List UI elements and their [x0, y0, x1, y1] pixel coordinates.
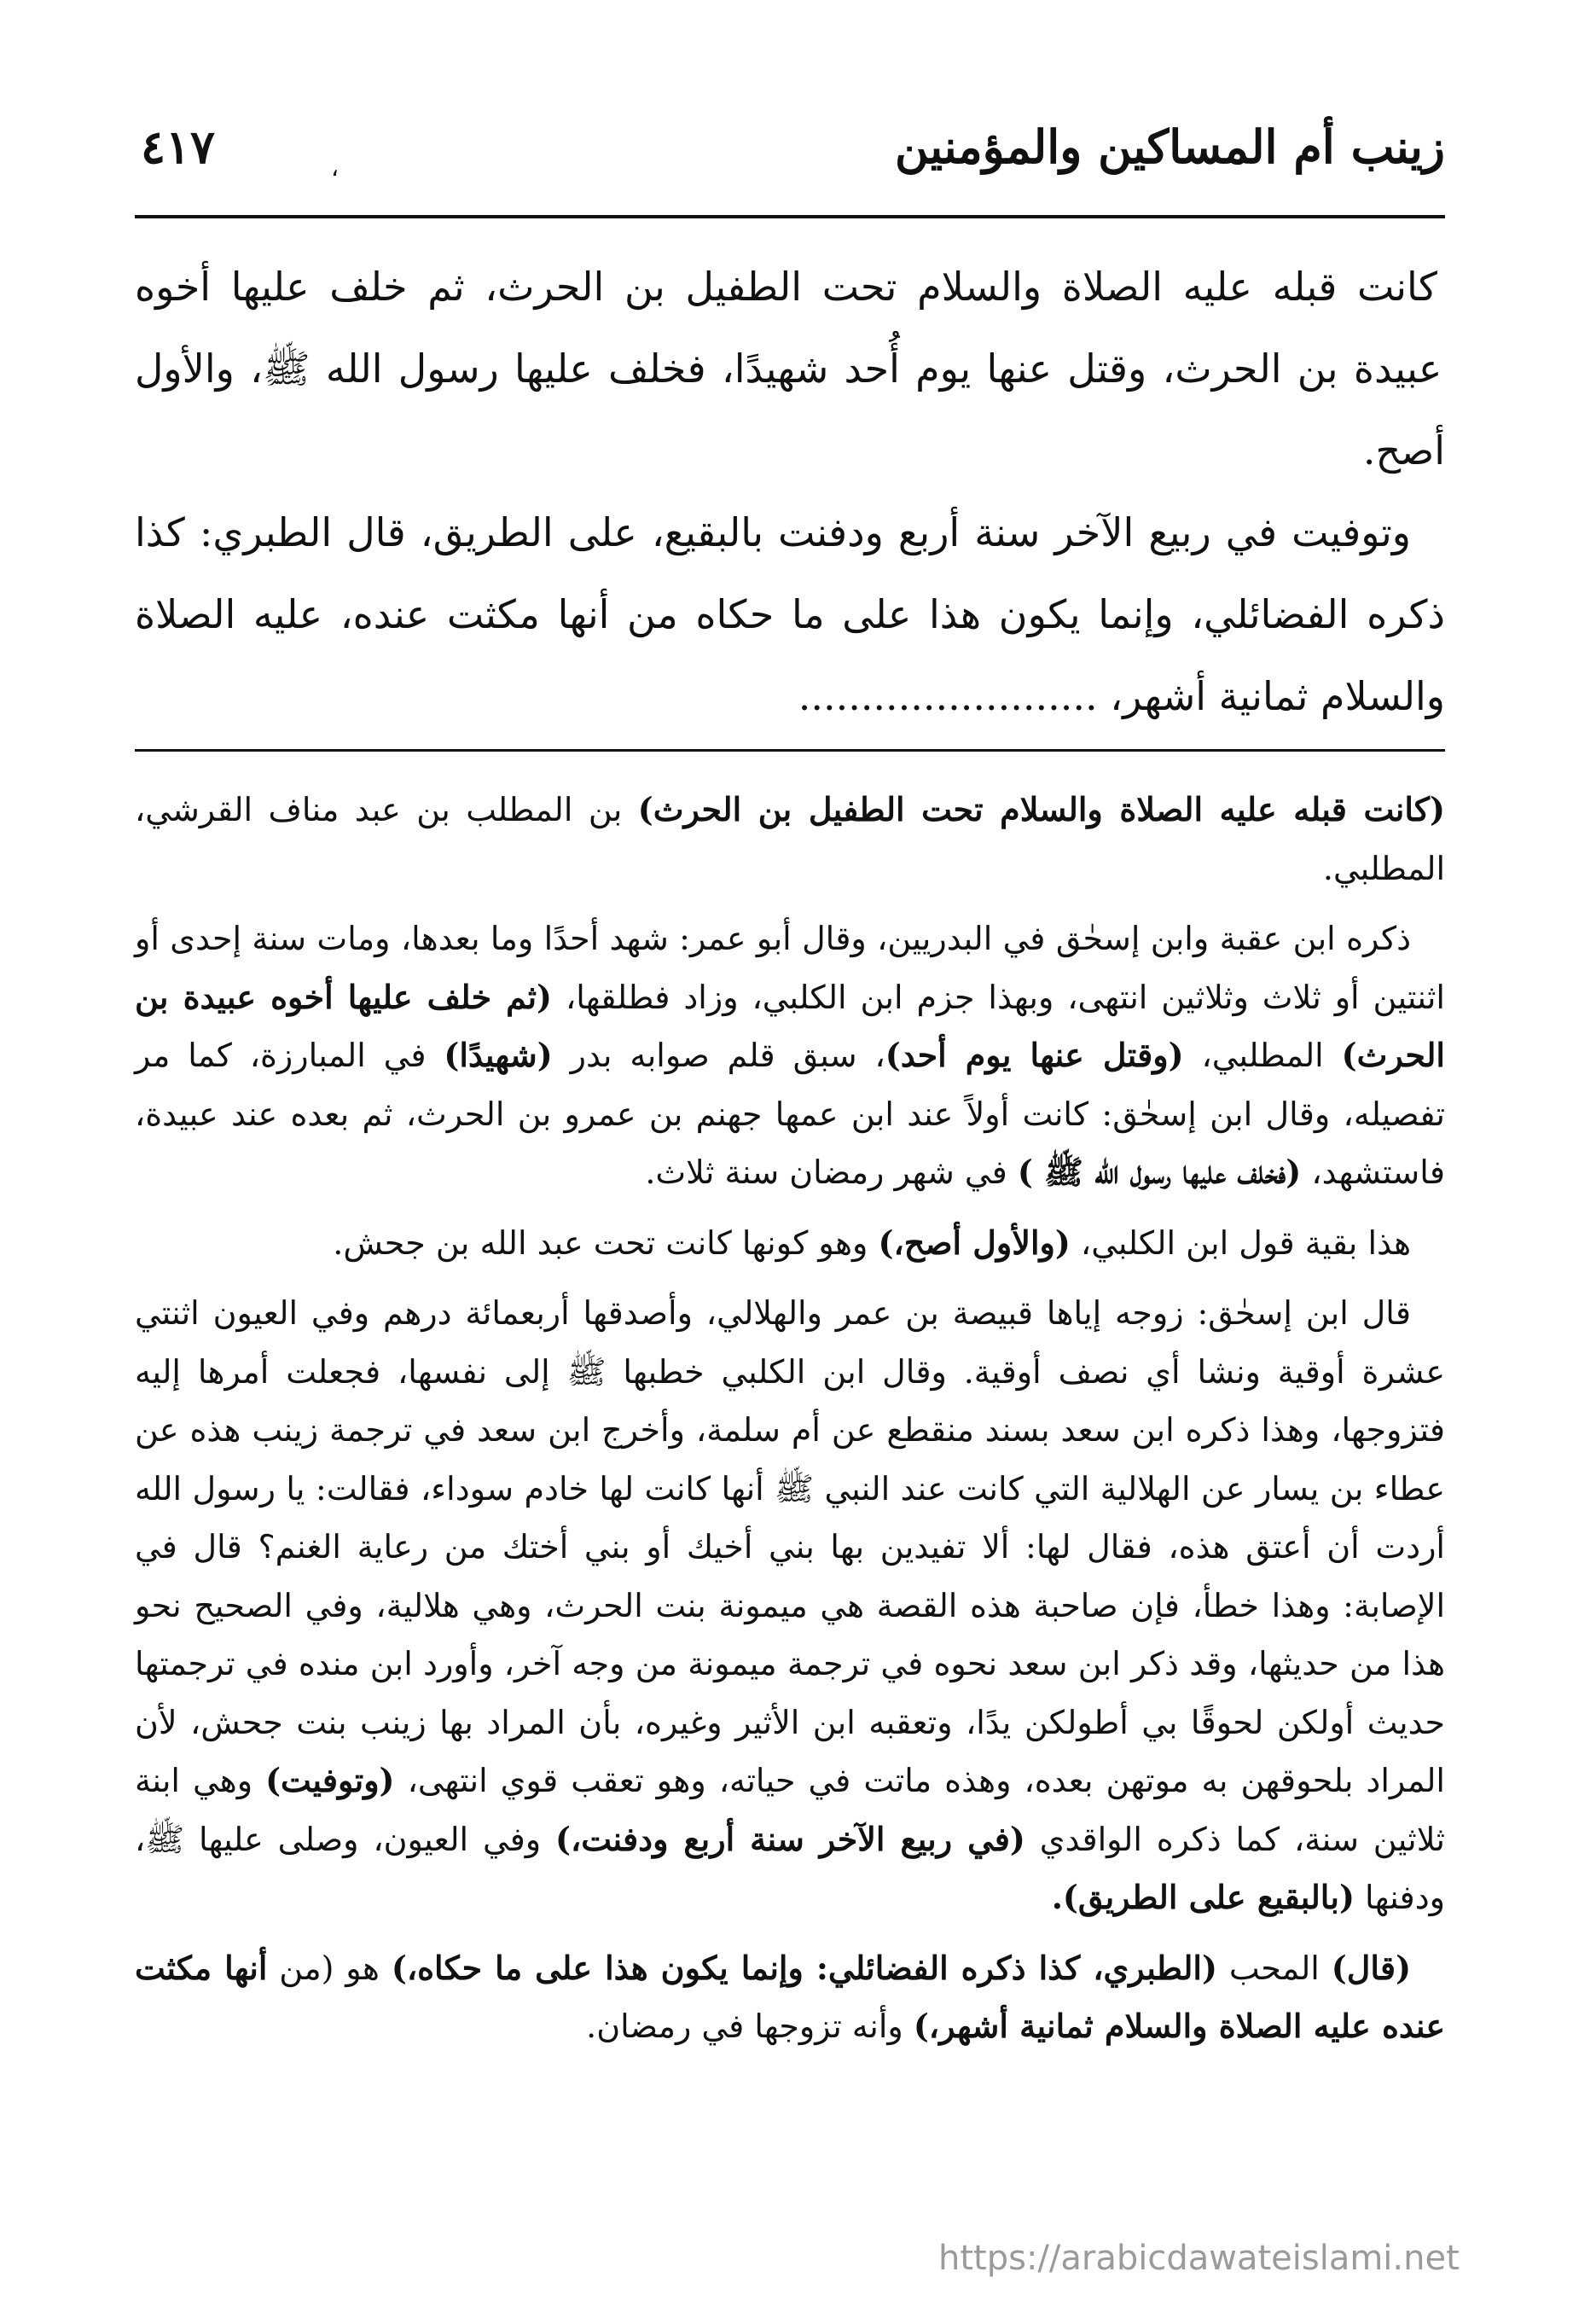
running-header-title: زينب أم المساكين والمؤمنين [895, 119, 1445, 174]
quoted-lemma: (ثم خلف عليها أخوه عبيدة بن الحرث) [135, 977, 1445, 1074]
commentary [135, 781, 1445, 2068]
commentary-text: المحب [1216, 1949, 1332, 1987]
main-line: الصلاة والسلام ثمانية أشهر، [135, 591, 1445, 719]
quoted-lemma: (قال) [1331, 1948, 1412, 1987]
quoted-lemma: (الطبري، كذا ذكره الفضائلي: وإنما يكون هذا على ما حكاه،) [391, 1948, 1217, 1987]
commentary-paragraph-1 [135, 781, 1445, 898]
quoted-lemma: (كانت قبله عليه الصلاة والسلام تحت الطفيل بن الحرث) [637, 790, 1445, 828]
main-line: وتوفيت في ربيع الآخر سنة أربع ودفنت بالبقيع، على الطريق، قال الطبري: [184, 509, 1411, 555]
page-number: ٤١٧ [141, 119, 216, 174]
commentary-text: هو (من [267, 1949, 392, 1987]
main-line: كانت قبله عليه الصلاة والسلام تحت الطفيل بن الحرث، ثم خلف عليها أخوه [135, 264, 1437, 310]
main-line: كذا ذكره الفضائلي، وإنما يكون هذا على ما حكاه من أنها مكثت عنده، عليه [135, 509, 1445, 637]
main-paragraph-1 [135, 246, 1445, 491]
header-rule [135, 215, 1445, 218]
quoted-lemma: أنها مكثت عنده عليه الصلاة والسلام ثمانية أشهر،) [135, 1948, 1445, 2045]
commentary-text: في شهر رمضان سنة ثلاث. [645, 1153, 1018, 1191]
commentary-divider [135, 749, 1445, 752]
main-paragraph-2 [135, 491, 1445, 737]
quoted-lemma: (والأول أصح،) [878, 1223, 1071, 1262]
commentary-text: وفي العيون، وصلى عليها ﷺ، ودفنها [135, 1820, 1445, 1916]
main-line: عبيدة بن الحرث، وقتل عنها يوم أُحد شهيدًا، فخلف عليها رسول الله ﷺ، والأول [135, 346, 1442, 392]
quoted-lemma: (شهيدًا) [444, 1036, 553, 1074]
commentary-text: ، سبق قلم صوابه بدر [552, 1037, 885, 1074]
quoted-lemma: (فخلف عليها رسول الله ﷺ ) [1017, 1153, 1302, 1191]
watermark-url: https://arabicdawateislami.net [938, 2239, 1460, 2278]
commentary-text: بن المطلب بن عبد مناف القرشي، المطلبي. [135, 791, 1445, 887]
commentary-text: في المبارزة، كما مر تفصيله، وقال ابن إسحٰق: كانت أولاً عند ابن عمها جهنم بن عمرو بن الحرث، ثم بعده عند عبيدة، فاستشهد، [135, 1037, 1445, 1191]
commentary-text: هذا بقية قول ابن الكلبي، [1070, 1223, 1411, 1262]
quoted-lemma: (في ربيع الآخر سنة أربع ودفنت،) [554, 1819, 1025, 1858]
main-line: أصح. [1362, 427, 1445, 474]
commentary-text: وهو كونها كانت تحت عبد الله بن جحش. [333, 1223, 879, 1262]
commentary-paragraph-2 [135, 909, 1445, 1202]
header-mark: ، [331, 154, 340, 182]
main-text [135, 246, 1445, 737]
commentary-text: المطلبي، [1183, 1037, 1342, 1074]
continuation-dots: ........................ [798, 673, 1098, 719]
commentary-paragraph-4 [135, 1284, 1445, 1927]
commentary-text: ذكره ابن عقبة وابن إسحٰق في البدريين، وقال أبو عمر: شهد أحدًا وما بعدها، ومات سنة إحدى أو اثنتين أو ثلاث وثلاثين انتهى، وبهذا جزم ابن الكلبي، وزاد فطلقها، [135, 920, 1445, 1016]
commentary-paragraph-3 [135, 1214, 1445, 1273]
commentary-text: قال ابن إسحٰق: زوجه إياها قبيصة بن عمر والهلالي، وأصدقها أربعمائة درهم وفي العيون اثنتي عشرة أوقية ونشا أي نصف أوقية. وقال ابن الكلبي خطبها ﷺ إلى نفسها، فجعلت أمرها إليه فتزوجها، وهذا ذكره ابن سعد بسند منقطع عن أم سلمة، وأخرج ابن سعد في ترجمة زينب هذه عن عطاء بن يسار عن الهلالية التي كانت عند النبي ﷺ أنها كانت لها خادم سوداء، فقالت: يا رسول الله أردت أن أعتق هذه، فقال لها: ألا تفيدين بها بني أخيك أو بني أختك من رعاية الغنم؟ قال في الإصابة: وهذا خطأ، فإن صاحبة هذه القصة هي ميمونة بنت الحرث، وهي هلالية، وفي الصحيح نحو هذا من حديثها، وقد ذكر ابن سعد نحوه في ترجمة ميمونة من وجه آخر، وأورد ابن منده في ترجمتها حديث أولكن لحوقًا بي أطولكن يدًا، وتعقبه ابن الأثير وغيره، بأن المراد بها زينب بنت جحش، لأن المراد بلحوقهن به موتهن بعده، وهذه ماتت في حياته، وهو تعقب قوي انتهى، [135, 1294, 1445, 1799]
quoted-lemma: (وتوفيت) [265, 1761, 395, 1799]
quoted-lemma: (بالبقيع على الطريق). [1051, 1878, 1355, 1916]
commentary-paragraph-5 [135, 1939, 1445, 2056]
commentary-text: وأنه تزوجها في رمضان. [586, 2007, 914, 2045]
quoted-lemma: (وقتل عنها يوم أحد) [885, 1036, 1184, 1074]
commentary-text: وهي ابنة ثلاثين سنة، كما ذكره الواقدي [135, 1762, 1445, 1858]
